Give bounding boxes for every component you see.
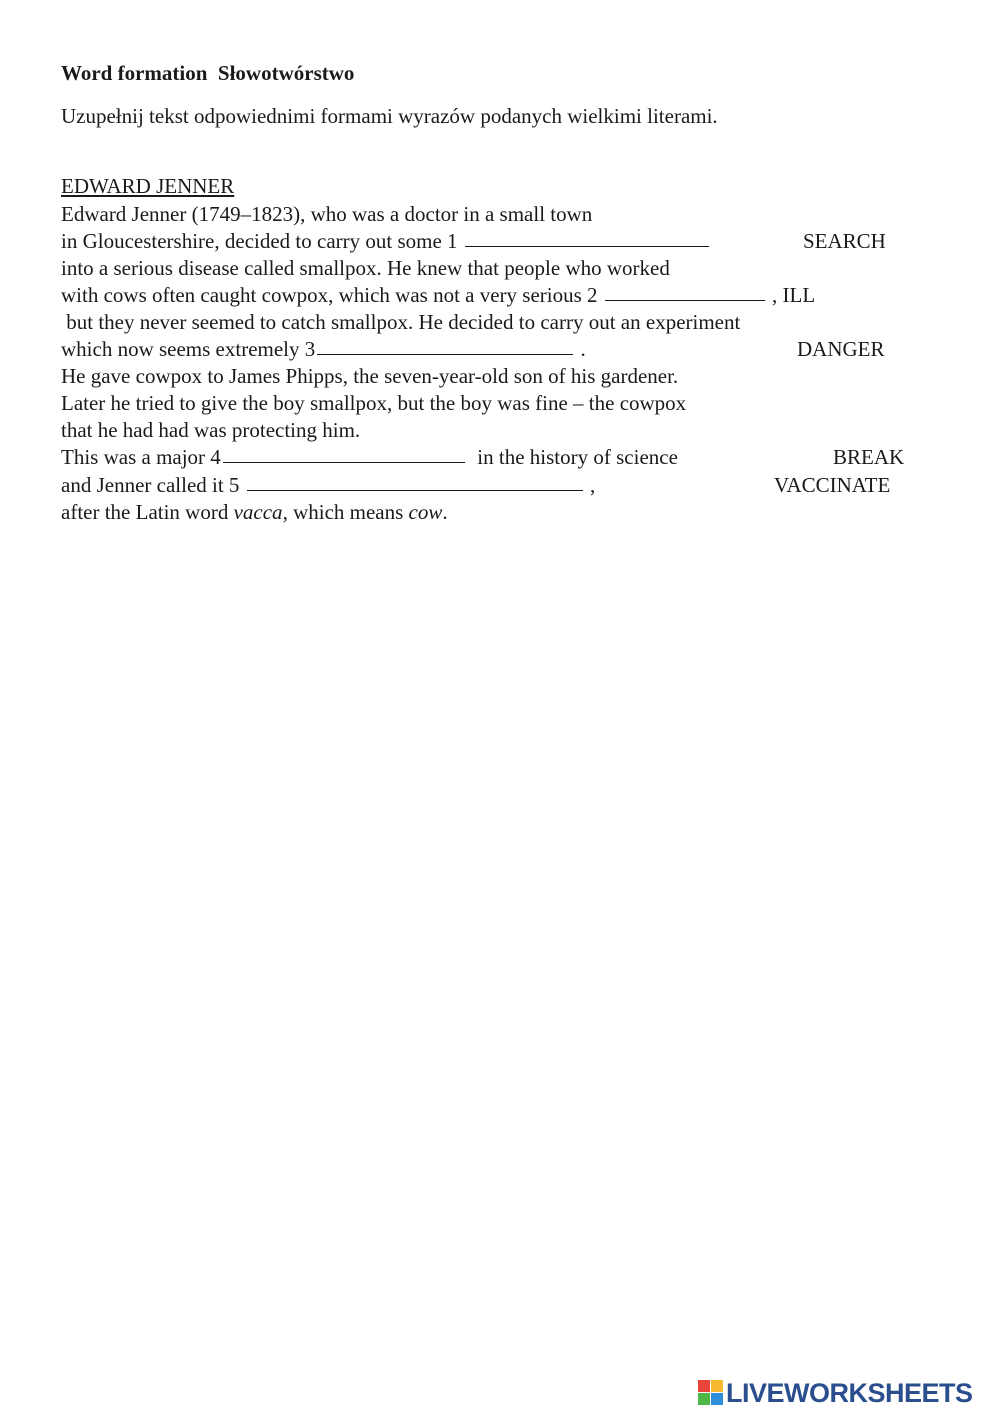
text-line-9: that he had had was protecting him. [61, 418, 361, 442]
gap-5[interactable] [247, 472, 583, 491]
logo-tile-red [698, 1380, 710, 1392]
gap-4-input[interactable] [223, 449, 465, 469]
text-line-12-mid: , which means [282, 500, 409, 524]
text-line-2 [61, 228, 711, 255]
text-heading: EDWARD JENNER [61, 174, 235, 198]
text-line-8: Later he tried to give the boy smallpox, but the boy was fine – the cowpox [61, 391, 687, 415]
gap-2-input[interactable] [605, 287, 765, 307]
text-line-6-suffix: . [575, 337, 586, 361]
liveworksheets-logo-icon [698, 1380, 724, 1406]
gap-2[interactable] [605, 282, 765, 301]
keyword-danger: DANGER [797, 337, 885, 361]
logo-tile-blue [711, 1393, 723, 1405]
text-line-11 [61, 472, 595, 499]
text-line-4-content: with cows often caught cowpox, which was not a very serious 2 [61, 283, 598, 307]
text-line-10 [61, 444, 678, 471]
keyword-vaccinate: VACCINATE [774, 473, 891, 497]
text-line-12-content: after the Latin word [61, 500, 234, 524]
text-line-12 [61, 499, 448, 526]
gap-5-input[interactable] [247, 477, 583, 497]
text-line-10-suffix: in the history of science [466, 445, 678, 469]
keyword-break: BREAK [833, 445, 905, 469]
gap-1-input[interactable] [465, 233, 709, 253]
english-word: cow [408, 500, 443, 524]
text-line-11-content: and Jenner called it 5 [61, 473, 240, 497]
text-line-4 [61, 282, 815, 309]
text-line-11-suffix: , [584, 473, 596, 497]
text-line-1: Edward Jenner (1749–1823), who was a doctor in a small town [61, 202, 593, 226]
logo-tile-yellow [711, 1380, 723, 1392]
liveworksheets-logo[interactable] [698, 1378, 973, 1408]
worksheet-instruction: Uzupełnij tekst odpowiednimi formami wyrazów podanych wielkimi literami. [61, 104, 718, 128]
text-line-7: He gave cowpox to James Phipps, the seven-year-old son of his gardener. [61, 364, 679, 388]
keyword-search: SEARCH [803, 229, 886, 253]
text-line-10-content: This was a major 4 [61, 445, 221, 469]
worksheet-title: Word formation Słowotwórstwo [61, 61, 355, 85]
gap-3[interactable] [317, 336, 573, 355]
text-line-12-end: . [442, 500, 448, 524]
logo-tile-green [698, 1393, 710, 1405]
text-line-2-content: in Gloucestershire, decided to carry out some 1 [61, 229, 458, 253]
gap-4[interactable] [223, 444, 465, 463]
text-line-3: into a serious disease called smallpox. He knew that people who worked [61, 256, 670, 280]
liveworksheets-brand: LIVEWORKSHEETS [726, 1377, 973, 1408]
gap-3-input[interactable] [317, 341, 573, 361]
text-line-4-suffix: , ILL [766, 283, 816, 307]
text-line-5: but they never seemed to catch smallpox. He decided to carry out an experiment [61, 310, 741, 334]
text-line-6 [61, 336, 586, 363]
text-line-6-content: which now seems extremely 3 [61, 337, 316, 361]
latin-word: vacca [233, 500, 283, 524]
gap-1[interactable] [465, 228, 709, 247]
